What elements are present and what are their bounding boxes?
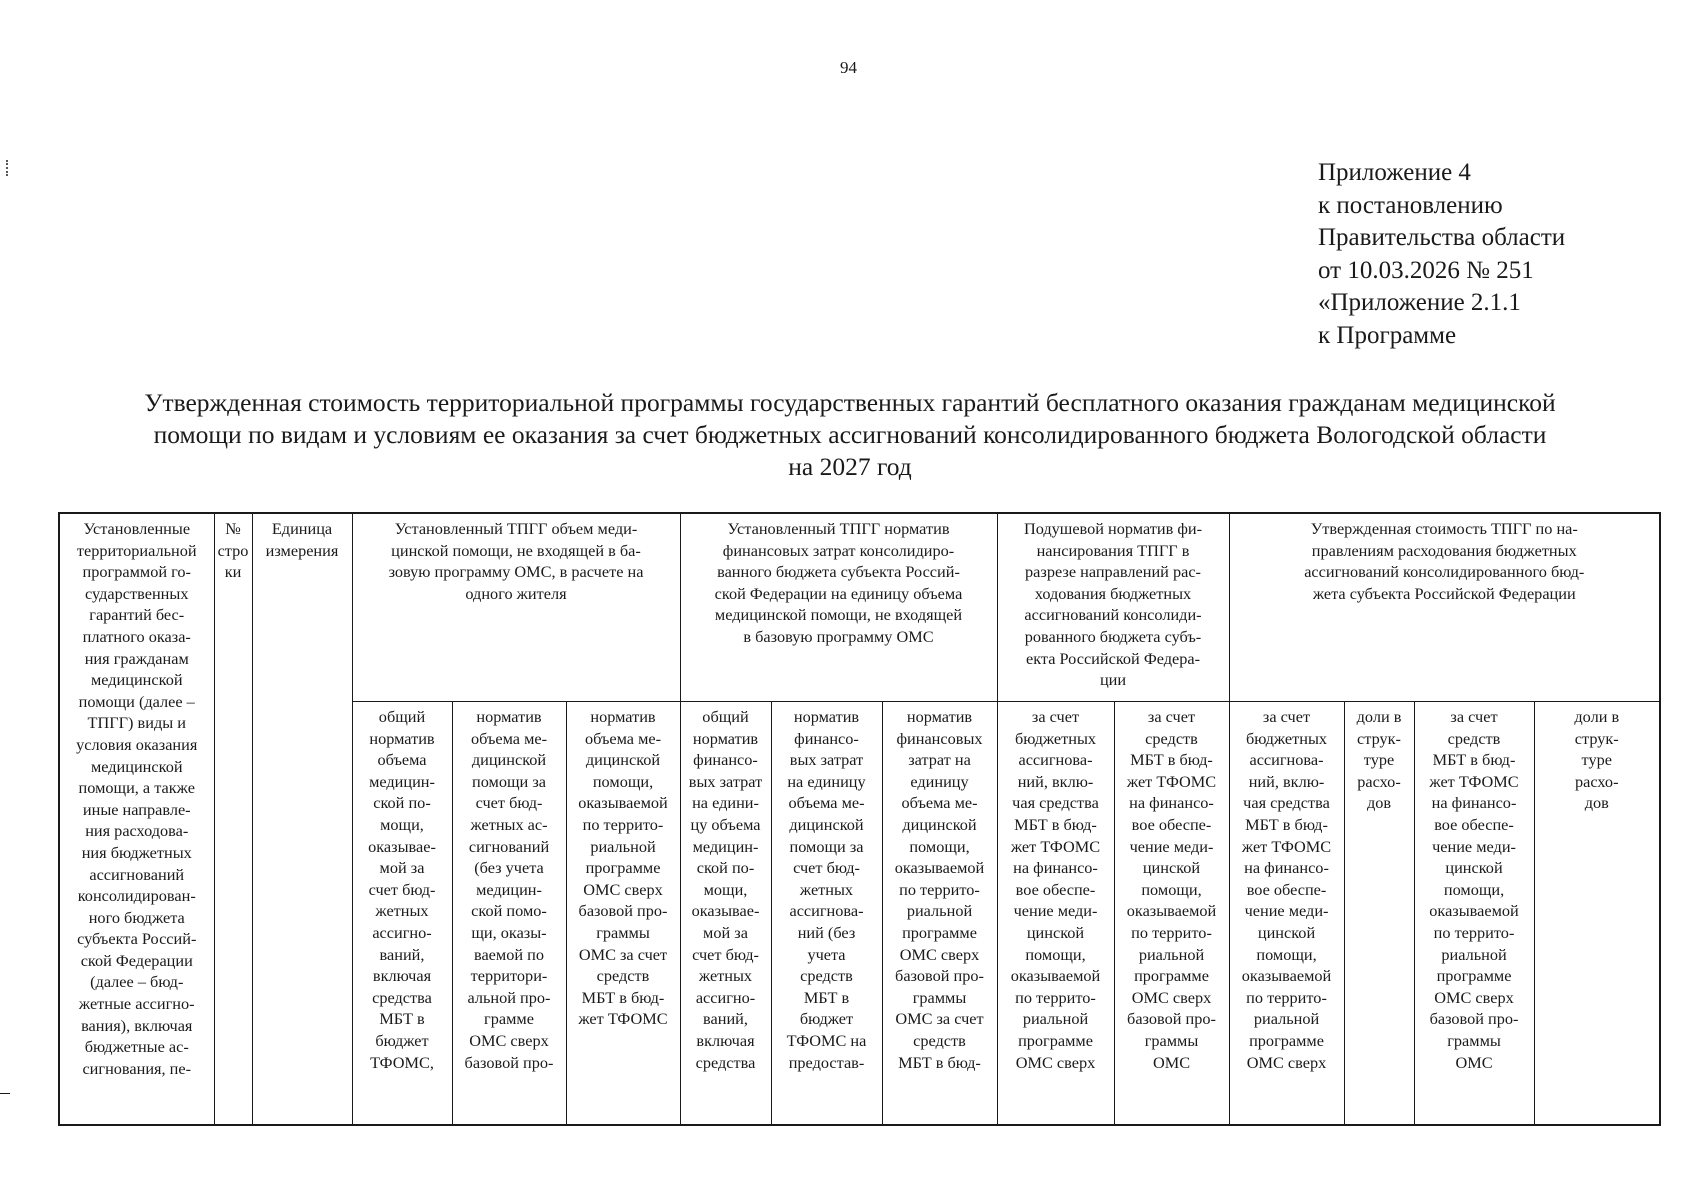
cell-line: объема ме- bbox=[788, 793, 865, 813]
cell-line: за счет bbox=[1147, 707, 1196, 727]
cell-line: Установленные bbox=[83, 519, 191, 538]
cell-line: чение меди- bbox=[1129, 836, 1214, 856]
cell-line: вых затрат bbox=[688, 771, 763, 791]
header-col-row-number bbox=[214, 513, 252, 1125]
cell-line: екта Российской Федера- bbox=[1026, 648, 1201, 668]
cell-line: Подушевой норматив фи- bbox=[1023, 519, 1203, 538]
cell-line: жет ТФОМС bbox=[1241, 836, 1332, 856]
cell-line: помощи, bbox=[1443, 879, 1505, 899]
cell-line: граммы bbox=[596, 923, 650, 943]
cell-line: включая bbox=[372, 966, 432, 986]
cell-line: риальной bbox=[1138, 944, 1205, 964]
cell-line: учета bbox=[807, 944, 846, 964]
cell-line: предостав- bbox=[788, 1052, 865, 1072]
cell-line: ОМС сверх bbox=[1434, 987, 1514, 1007]
cell-line: ТПГГ) виды и bbox=[87, 713, 186, 733]
subheader-cell bbox=[771, 702, 882, 1125]
cell-line: МБТ в бюд- bbox=[1245, 815, 1328, 835]
cell-line: ассигнований консолидированного бюд- bbox=[1304, 562, 1585, 582]
cell-line: ской по- bbox=[373, 793, 431, 813]
cell-line: программе bbox=[1249, 1031, 1324, 1051]
title-line: на 2027 год bbox=[788, 452, 912, 481]
cell-line: помощи, bbox=[1256, 944, 1317, 964]
cell-line: программе bbox=[902, 923, 977, 943]
cell-line: норматив bbox=[476, 707, 542, 727]
cell-line: норматив bbox=[793, 707, 860, 727]
cell-line: медицинской помощи, не входящей bbox=[714, 605, 963, 625]
cell-line: жет ТФОМС bbox=[578, 1009, 668, 1029]
cell-line: жет ТФОМС bbox=[1429, 771, 1519, 791]
cell-line: затрат на bbox=[908, 750, 971, 770]
cell-line: Утвержденная стоимость ТПГГ по на- bbox=[1310, 519, 1578, 538]
cell-line: объема ме- bbox=[584, 728, 662, 748]
cell-line: ТФОМС на bbox=[786, 1031, 867, 1051]
cell-line: бюджет bbox=[375, 1031, 429, 1051]
cell-line: средств bbox=[596, 966, 650, 986]
cell-line: на финансо- bbox=[1013, 858, 1098, 878]
cell-line: риальной bbox=[906, 901, 973, 921]
header-col-types bbox=[59, 513, 214, 1125]
cell-line: расхо- bbox=[1357, 771, 1401, 791]
header-group-cost-norm bbox=[680, 513, 997, 702]
cell-line: вых затрат bbox=[789, 750, 864, 770]
cell-line: счет бюд- bbox=[475, 793, 543, 813]
cell-line: цинской bbox=[1445, 858, 1503, 878]
cell-line: МБТ в бюд- bbox=[1014, 815, 1097, 835]
cell-line: вое обеспе- bbox=[1015, 879, 1096, 899]
cell-line: дицинской bbox=[585, 750, 661, 770]
cell-line: рованного бюджета субъ- bbox=[1024, 626, 1202, 646]
cell-line: бюджет bbox=[799, 1009, 854, 1029]
cell-line: ваний, bbox=[703, 1009, 748, 1029]
cell-line: жет ТФОМС bbox=[1010, 836, 1101, 856]
subheader-cell bbox=[452, 702, 566, 1125]
cell-line: ассигно- bbox=[372, 923, 432, 943]
cell-line: цу объема bbox=[690, 815, 761, 835]
appendix-block bbox=[1318, 157, 1565, 352]
cell-line: финансовых bbox=[896, 728, 983, 748]
cell-line: бюджетные ас- bbox=[84, 1037, 189, 1057]
cell-line: на финансо- bbox=[1431, 793, 1517, 813]
cell-line: струк- bbox=[1574, 728, 1619, 748]
header-group-volume bbox=[352, 513, 680, 702]
cell-line: ния бюджетных bbox=[81, 842, 192, 862]
subheader-cell bbox=[1114, 702, 1229, 1125]
cell-line: жетных bbox=[698, 966, 753, 986]
cell-line: на едини- bbox=[692, 793, 759, 813]
cell-line: МБТ в бюд- bbox=[581, 987, 665, 1007]
cell-line: ОМС сверх bbox=[1131, 987, 1212, 1007]
subheader-cell bbox=[997, 702, 1114, 1125]
header-group-per-capita bbox=[997, 513, 1229, 702]
cell-line: (без учета bbox=[474, 858, 544, 878]
cell-line: оказываемой bbox=[1429, 901, 1519, 921]
cell-line: норматив bbox=[369, 728, 435, 748]
cell-line: платного оказа- bbox=[82, 626, 191, 646]
cell-line: ассигно- bbox=[695, 987, 756, 1007]
cell-line: помощи, bbox=[909, 836, 970, 856]
cell-line: помощи, а также bbox=[78, 778, 195, 798]
cell-line: мой за bbox=[379, 858, 425, 878]
cell-line: цинской bbox=[1142, 858, 1201, 878]
cell-line: ходования бюджетных bbox=[1034, 583, 1192, 603]
cell-line: одного жителя bbox=[465, 583, 567, 603]
header-group-approved-cost bbox=[1229, 513, 1660, 702]
cell-line: по террито- bbox=[582, 815, 664, 835]
cell-line: средства bbox=[372, 987, 432, 1007]
cell-line: дов bbox=[1584, 793, 1609, 813]
cell-line: МБТ в bbox=[803, 987, 850, 1007]
cell-line: по террито- bbox=[1433, 923, 1515, 943]
cell-line: за счет bbox=[1262, 707, 1311, 727]
cell-line: включая bbox=[696, 1031, 755, 1051]
cell-line: субъекта Россий- bbox=[77, 929, 197, 949]
cell-line: ОМС bbox=[1152, 1052, 1191, 1072]
cell-line: чение меди- bbox=[1013, 901, 1098, 921]
cell-line: ОМС bbox=[1455, 1052, 1493, 1072]
cell-line: ассигнова- bbox=[789, 901, 864, 921]
cell-line: оказываемой bbox=[1126, 901, 1217, 921]
cell-line: в базовую программу ОМС bbox=[743, 626, 934, 646]
cell-line: медицинской bbox=[90, 756, 183, 776]
cell-line: средств bbox=[800, 966, 853, 986]
cell-line: цинской bbox=[1026, 923, 1085, 943]
cell-line: территориальной bbox=[76, 540, 197, 560]
cell-line: правлениям расходования бюджетных bbox=[1311, 540, 1577, 560]
cell-line: бюджетных bbox=[1014, 728, 1097, 748]
cell-line: базовой про- bbox=[578, 901, 668, 921]
cell-line: общий bbox=[702, 707, 749, 727]
cell-line: сигнования, пе- bbox=[82, 1058, 192, 1078]
cell-line: сигнований bbox=[468, 836, 550, 856]
cell-line: Установленный ТПГГ объем меди- bbox=[394, 519, 638, 538]
cell-line: условия оказания bbox=[76, 734, 198, 754]
cell-line: жет ТФОМС bbox=[1126, 771, 1217, 791]
page-number: 94 bbox=[840, 58, 857, 77]
cell-line: чая средства bbox=[1012, 793, 1099, 813]
cell-line: граммы bbox=[912, 987, 967, 1007]
cell-line: ний (без bbox=[797, 923, 856, 943]
cell-line: программе bbox=[1134, 966, 1209, 986]
cell-line: ний, вклю- bbox=[1248, 771, 1325, 791]
cell-line: вое обеспе- bbox=[1131, 815, 1212, 835]
cell-line: дицинской bbox=[471, 750, 547, 770]
cell-line: гарантий бес- bbox=[89, 605, 185, 625]
cell-line: помощи, bbox=[1141, 879, 1202, 899]
cell-line: щи, оказы- bbox=[471, 923, 547, 943]
cell-line: объема bbox=[377, 750, 427, 770]
cell-line: ОМС сверх bbox=[469, 1031, 549, 1051]
cell-line: чение меди- bbox=[1432, 836, 1516, 856]
cell-line: базовой про- bbox=[1127, 1009, 1216, 1029]
cell-line: базовой про- bbox=[464, 1052, 554, 1072]
cell-line: объема ме- bbox=[470, 728, 548, 748]
cell-line: счет бюд- bbox=[368, 879, 436, 899]
title-line: помощи по видам и условиям ее оказания за счет бюджетных ассигнований консолидированного бюджета Вологодской области bbox=[153, 420, 1547, 449]
cell-line: доли в bbox=[1356, 707, 1402, 727]
appendix-line: Приложение 4 bbox=[1318, 159, 1471, 186]
cell-line: единицу bbox=[910, 771, 969, 791]
cell-line: дицинской bbox=[902, 815, 977, 835]
cell-line: счет бюд- bbox=[793, 858, 860, 878]
subheader-cell bbox=[882, 702, 997, 1125]
margin-dots bbox=[6, 160, 10, 176]
cell-line: мощи, bbox=[703, 879, 748, 899]
appendix-line: от 10.03.2026 № 251 bbox=[1318, 256, 1534, 284]
cell-line: медицин- bbox=[692, 836, 759, 856]
appendix-line: «Приложение 2.1.1 bbox=[1318, 289, 1521, 316]
cell-line: программе bbox=[585, 858, 661, 878]
subheader-cell bbox=[1229, 702, 1344, 1125]
cell-line: МБТ в бюд- bbox=[898, 1052, 981, 1072]
cell-line: № bbox=[225, 519, 241, 538]
cell-line: ОМС сверх bbox=[1015, 1052, 1096, 1072]
cell-line: ассигнований bbox=[89, 864, 185, 884]
cell-line: риальной bbox=[1022, 1009, 1089, 1029]
cell-line: граммы bbox=[1447, 1031, 1501, 1051]
cell-line: вое обеспе- bbox=[1246, 879, 1327, 899]
cell-line: объема ме- bbox=[901, 793, 978, 813]
cell-line: на финансо- bbox=[1129, 793, 1214, 813]
cell-line: сударственных bbox=[85, 583, 189, 603]
cell-line: ОМС сверх bbox=[583, 879, 663, 899]
cell-line: финансо- bbox=[794, 728, 859, 748]
subheader-cell bbox=[1414, 702, 1534, 1125]
cell-line: помощи, bbox=[1025, 944, 1086, 964]
cell-line: по террито- bbox=[899, 879, 980, 899]
cell-line: дицинской bbox=[789, 815, 864, 835]
cell-line: ассигнова- bbox=[1249, 750, 1324, 770]
cell-line: иные направле- bbox=[82, 799, 191, 819]
cell-line: чение меди- bbox=[1244, 901, 1329, 921]
cell-line: туре bbox=[1581, 750, 1612, 770]
cell-line: Установленный ТПГГ норматив bbox=[727, 519, 950, 538]
cell-line: по террито- bbox=[1246, 987, 1327, 1007]
cell-line: риальной bbox=[1253, 1009, 1320, 1029]
cell-line: ки bbox=[224, 562, 242, 582]
cell-line: жетные ассигно- bbox=[78, 994, 195, 1014]
cell-line: ОМС за счет bbox=[578, 944, 668, 964]
cell-line: медицинской bbox=[90, 670, 183, 690]
cell-line: оказывае- bbox=[368, 836, 436, 856]
cell-line: жетных bbox=[799, 879, 854, 899]
cell-line: средств bbox=[1447, 728, 1501, 748]
cell-line: мощи, bbox=[380, 815, 424, 835]
cell-line: по террито- bbox=[1015, 987, 1096, 1007]
cell-line: оказываемой bbox=[1241, 966, 1332, 986]
cell-line: Единица bbox=[271, 519, 333, 538]
cell-line: МБТ в бюд- bbox=[1130, 750, 1213, 770]
cell-line: ваний, bbox=[379, 944, 425, 964]
cell-line: средств bbox=[1145, 728, 1198, 748]
subheader-cell bbox=[680, 702, 771, 1125]
cell-line: цинской помощи, не входящей в ба- bbox=[391, 540, 641, 560]
cell-line: программе bbox=[1018, 1031, 1093, 1051]
cell-line: оказываемой bbox=[578, 793, 668, 813]
cell-line: риальной bbox=[590, 836, 656, 856]
cell-line: консолидирован- bbox=[77, 886, 196, 906]
cell-line: ванного бюджета субъекта Россий- bbox=[717, 562, 960, 582]
cell-line: ного бюджета bbox=[88, 907, 185, 927]
cell-line: бюджетных bbox=[1245, 728, 1328, 748]
cell-line: по террито- bbox=[1131, 923, 1212, 943]
title-line: Утвержденная стоимость территориальной программы государственных гарантий бесплатного оказания гражданам медицинской bbox=[144, 388, 1556, 417]
cell-line: дов bbox=[1366, 793, 1392, 813]
cell-line: чая средства bbox=[1243, 793, 1330, 813]
cell-line: ской по- bbox=[696, 858, 755, 878]
cell-line: ской помо- bbox=[471, 901, 547, 921]
cell-line: грамме bbox=[484, 1009, 534, 1029]
cell-line: ОМС сверх bbox=[899, 944, 980, 964]
margin-mark bbox=[0, 1093, 10, 1094]
cell-line: ции bbox=[1099, 670, 1127, 690]
cell-line: расхо- bbox=[1575, 771, 1619, 791]
cell-line: ний, вклю- bbox=[1017, 771, 1094, 791]
cell-line: цинской bbox=[1257, 923, 1316, 943]
cell-line: норматив bbox=[692, 728, 759, 748]
cell-line: норматив bbox=[590, 707, 656, 727]
cell-line: финансо- bbox=[693, 750, 758, 770]
cell-line: счет бюд- bbox=[692, 944, 759, 964]
cell-line: ассигнова- bbox=[1018, 750, 1093, 770]
cell-line: зовую программу ОМС, в расчете на bbox=[388, 562, 644, 582]
cell-line: финансовых затрат консолидиро- bbox=[722, 540, 955, 560]
cell-line: жетных ас- bbox=[470, 815, 548, 835]
cell-line: ассигнований консолиди- bbox=[1024, 605, 1202, 625]
cell-line: средства bbox=[695, 1052, 756, 1072]
cell-line: медицин- bbox=[369, 771, 435, 791]
cell-line: помощи, bbox=[592, 771, 654, 791]
cell-line: ОМС за счет bbox=[895, 1009, 984, 1029]
cell-line: оказываемой bbox=[894, 858, 985, 878]
cell-line: оказываемой bbox=[1010, 966, 1101, 986]
cell-line: оказывае- bbox=[691, 901, 760, 921]
cell-line: разрезе направлений рас- bbox=[1025, 562, 1201, 582]
cell-line: МБТ в бюд- bbox=[1432, 750, 1516, 770]
cell-line: вое обеспе- bbox=[1434, 815, 1514, 835]
cell-line: помощи (далее – bbox=[78, 691, 195, 711]
cell-line: жета субъекта Российской Федерации bbox=[1312, 583, 1576, 603]
cell-line: ния расходова- bbox=[85, 821, 189, 841]
cell-line: ния гражданам bbox=[84, 648, 189, 668]
cell-line: жетных bbox=[375, 901, 429, 921]
cost-table bbox=[58, 512, 1661, 1126]
cell-line: ской Федерации bbox=[80, 950, 193, 970]
cell-line: территори- bbox=[470, 966, 548, 986]
header-col-unit bbox=[252, 513, 352, 1125]
appendix-line: к Программе bbox=[1318, 321, 1457, 349]
cell-line: ваемой по bbox=[473, 944, 544, 964]
cell-line: средств bbox=[913, 1031, 966, 1051]
subheader-cell bbox=[1534, 702, 1660, 1125]
cell-line: нансирования ТПГГ в bbox=[1036, 540, 1190, 560]
cell-line: базовой про- bbox=[1429, 1009, 1519, 1029]
document-title bbox=[60, 387, 1640, 483]
cell-line: программой го- bbox=[82, 562, 191, 582]
subheader-cell bbox=[566, 702, 680, 1125]
cell-line: доли в bbox=[1574, 707, 1620, 727]
appendix-line: к постановлению bbox=[1318, 191, 1503, 219]
cell-line: на единицу bbox=[787, 771, 866, 791]
cell-line: риальной bbox=[1441, 944, 1507, 964]
cell-line: помощи за bbox=[472, 771, 546, 791]
cell-line: программе bbox=[1436, 966, 1512, 986]
cell-line: медицин- bbox=[476, 879, 542, 899]
cell-line: базовой про- bbox=[895, 966, 984, 986]
cell-line: МБТ в bbox=[379, 1009, 425, 1029]
cell-line: ТФОМС, bbox=[370, 1052, 434, 1072]
cell-line: за счет bbox=[1031, 707, 1080, 727]
cell-line: граммы bbox=[1144, 1031, 1199, 1051]
cell-line: вания), включая bbox=[81, 1015, 193, 1035]
cell-line: общий bbox=[378, 707, 426, 727]
cell-line: альной про- bbox=[467, 987, 551, 1007]
subheader-cell bbox=[1344, 702, 1414, 1125]
cell-line: измерения bbox=[265, 540, 339, 560]
cell-line: (далее – бюд- bbox=[90, 972, 184, 992]
cell-line: струк- bbox=[1357, 728, 1401, 748]
cell-line: ОМС сверх bbox=[1246, 1052, 1327, 1072]
subheader-cell bbox=[352, 702, 452, 1125]
appendix-line: Правительства области bbox=[1318, 224, 1566, 251]
cell-line: стро bbox=[217, 540, 249, 560]
cell-line: помощи за bbox=[789, 836, 864, 856]
cell-line: за счет bbox=[1450, 707, 1498, 727]
cell-line: норматив bbox=[906, 707, 973, 727]
cell-line: мой за bbox=[703, 923, 748, 943]
cell-line: на финансо- bbox=[1244, 858, 1329, 878]
cell-line: туре bbox=[1363, 750, 1395, 770]
cell-line: ской Федерации на единицу объема bbox=[714, 583, 963, 603]
